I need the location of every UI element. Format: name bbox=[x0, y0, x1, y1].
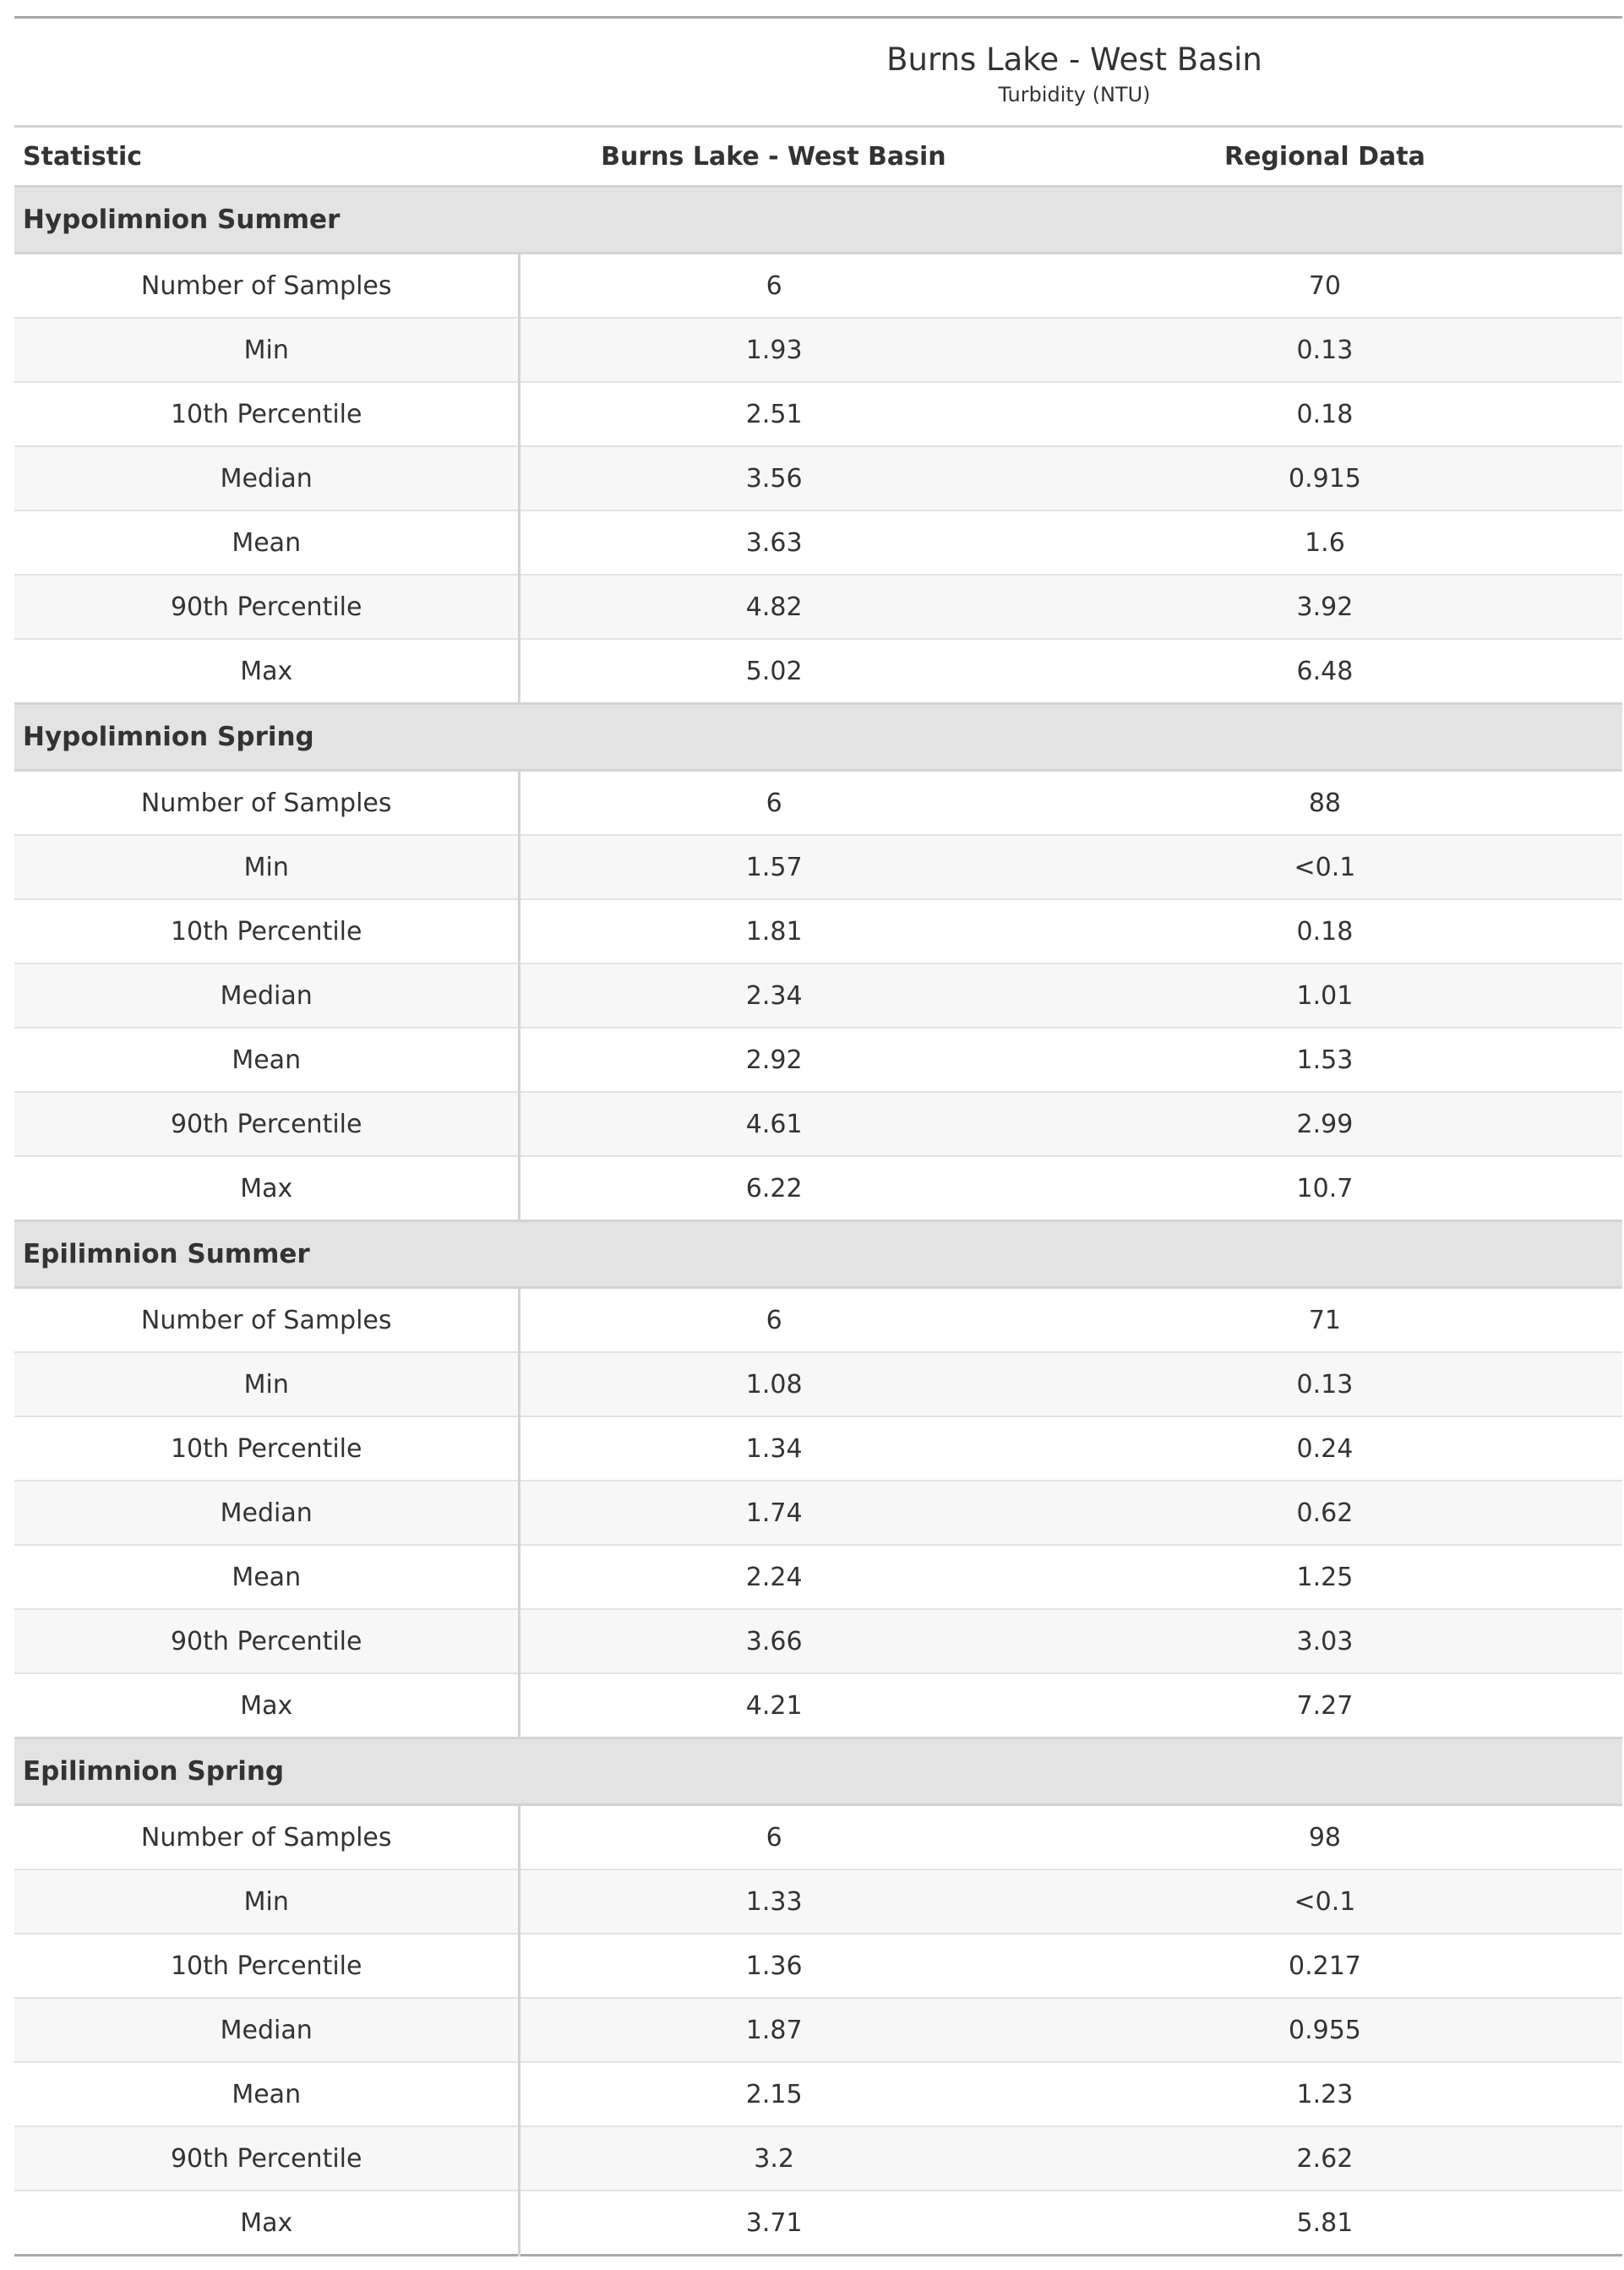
site-value-cell: 4.82 bbox=[520, 575, 1027, 639]
statistic-cell: 10th Percentile bbox=[14, 899, 520, 963]
site-value-cell: 1.33 bbox=[520, 1869, 1027, 1934]
site-value-cell: 6 bbox=[520, 254, 1027, 319]
statistic-cell: Max bbox=[14, 1156, 520, 1221]
statistic-cell: 10th Percentile bbox=[14, 1416, 520, 1481]
column-header-statistic: Statistic bbox=[14, 127, 520, 187]
statistic-cell: 90th Percentile bbox=[14, 575, 520, 639]
statistic-cell: Max bbox=[14, 2191, 520, 2256]
table-row bbox=[14, 254, 1622, 319]
site-value-cell: 6 bbox=[520, 1288, 1027, 1353]
regional-value-cell: 0.24 bbox=[1027, 1416, 1622, 1481]
table-body bbox=[14, 187, 1622, 2256]
column-header-row bbox=[14, 127, 1622, 187]
table-title-row bbox=[14, 18, 1622, 84]
group-label: Epilimnion Spring bbox=[14, 1738, 1622, 1805]
site-value-cell: 3.66 bbox=[520, 1609, 1027, 1673]
group-label: Epilimnion Summer bbox=[14, 1221, 1622, 1288]
summary-statistics-table bbox=[14, 16, 1622, 2256]
table-row bbox=[14, 1416, 1622, 1481]
table-title: Burns Lake - West Basin bbox=[886, 41, 1262, 78]
group-label: Hypolimnion Summer bbox=[14, 187, 1622, 254]
group-header-row bbox=[14, 1221, 1622, 1288]
group-header-row bbox=[14, 187, 1622, 254]
regional-value-cell: 7.27 bbox=[1027, 1673, 1622, 1738]
site-value-cell: 4.21 bbox=[520, 1673, 1027, 1738]
regional-value-cell: 1.23 bbox=[1027, 2062, 1622, 2126]
site-value-cell: 2.24 bbox=[520, 1545, 1027, 1609]
statistic-cell: 90th Percentile bbox=[14, 2126, 520, 2191]
site-value-cell: 4.61 bbox=[520, 1092, 1027, 1156]
table-row bbox=[14, 2126, 1622, 2191]
table-row bbox=[14, 835, 1622, 899]
regional-value-cell: 3.92 bbox=[1027, 575, 1622, 639]
site-value-cell: 1.74 bbox=[520, 1481, 1027, 1545]
site-value-cell: 1.08 bbox=[520, 1352, 1027, 1416]
regional-value-cell: 0.18 bbox=[1027, 899, 1622, 963]
site-value-cell: 1.57 bbox=[520, 835, 1027, 899]
regional-value-cell: 1.01 bbox=[1027, 963, 1622, 1028]
statistic-cell: 10th Percentile bbox=[14, 1934, 520, 1998]
table-row bbox=[14, 1998, 1622, 2062]
regional-value-cell: 0.62 bbox=[1027, 1481, 1622, 1545]
table-row bbox=[14, 575, 1622, 639]
statistic-cell: Min bbox=[14, 835, 520, 899]
site-value-cell: 3.71 bbox=[745, 2207, 803, 2238]
statistic-cell: Number of Samples bbox=[14, 1805, 520, 1870]
regional-value-cell: 70 bbox=[1027, 254, 1622, 319]
table-row bbox=[14, 1092, 1622, 1156]
statistic-cell: Number of Samples bbox=[14, 1288, 520, 1353]
table-row bbox=[14, 446, 1622, 510]
site-value-cell: 6.22 bbox=[520, 1156, 1027, 1221]
statistic-cell: Mean bbox=[14, 1028, 520, 1092]
statistic-cell: Number of Samples bbox=[14, 771, 520, 836]
group-header-row bbox=[14, 1738, 1622, 1805]
table-row bbox=[14, 382, 1622, 446]
table-row bbox=[14, 1934, 1622, 1998]
statistic-cell: Median bbox=[14, 963, 520, 1028]
statistic-cell: Median bbox=[14, 446, 520, 510]
statistic-cell: Min bbox=[14, 1352, 520, 1416]
regional-value-cell: 1.6 bbox=[1027, 510, 1622, 575]
site-value-cell: 3.63 bbox=[520, 510, 1027, 575]
table-row bbox=[14, 771, 1622, 836]
regional-value-cell: <0.1 bbox=[1027, 1869, 1622, 1934]
statistic-cell: Max bbox=[14, 639, 520, 704]
regional-value-cell: <0.1 bbox=[1027, 835, 1622, 899]
table-row bbox=[14, 963, 1622, 1028]
site-value-cell: 2.15 bbox=[520, 2062, 1027, 2126]
table-row bbox=[14, 1869, 1622, 1934]
regional-value-cell: 0.955 bbox=[1027, 1998, 1622, 2062]
statistic-cell: Median bbox=[14, 1998, 520, 2062]
site-value-cell: 1.36 bbox=[520, 1934, 1027, 1998]
table-subtitle: Turbidity (NTU) bbox=[14, 83, 1622, 127]
table-row bbox=[14, 318, 1622, 382]
statistic-cell: 90th Percentile bbox=[14, 1092, 520, 1156]
regional-value-cell: 10.7 bbox=[1027, 1156, 1622, 1221]
regional-value-cell: 0.217 bbox=[1027, 1934, 1622, 1998]
site-value-cell: 1.87 bbox=[520, 1998, 1027, 2062]
table-row bbox=[14, 1609, 1622, 1673]
site-value-cell: 6 bbox=[520, 771, 1027, 836]
statistic-cell: Mean bbox=[14, 1545, 520, 1609]
table-row bbox=[14, 1805, 1622, 1870]
site-value-cell: 6 bbox=[520, 1805, 1027, 1870]
site-value-cell: 2.34 bbox=[520, 963, 1027, 1028]
regional-value-cell: 2.99 bbox=[1027, 1092, 1622, 1156]
group-label: Hypolimnion Spring bbox=[14, 704, 1622, 771]
table-row bbox=[14, 1156, 1622, 1221]
group-header-row bbox=[14, 704, 1622, 771]
regional-value-cell: 71 bbox=[1027, 1288, 1622, 1353]
statistic-cell: 10th Percentile bbox=[14, 382, 520, 446]
summary-table-container bbox=[14, 16, 1622, 2256]
regional-value-cell: 5.81 bbox=[1296, 2207, 1354, 2238]
table-row bbox=[14, 639, 1622, 704]
statistic-cell: Median bbox=[14, 1481, 520, 1545]
statistic-cell: Min bbox=[14, 318, 520, 382]
site-value-cell: 2.92 bbox=[520, 1028, 1027, 1092]
regional-value-cell: 1.25 bbox=[1027, 1545, 1622, 1609]
table-row bbox=[14, 1028, 1622, 1092]
table-row bbox=[14, 510, 1622, 575]
site-value-cell: 3.2 bbox=[520, 2126, 1027, 2191]
table-row bbox=[14, 1352, 1622, 1416]
site-value-cell: 5.02 bbox=[520, 639, 1027, 704]
statistic-cell: 90th Percentile bbox=[14, 1609, 520, 1673]
statistic-cell: Mean bbox=[14, 510, 520, 575]
site-value-cell: 1.34 bbox=[520, 1416, 1027, 1481]
site-value-cell: 3.56 bbox=[520, 446, 1027, 510]
statistic-cell: Max bbox=[14, 1673, 520, 1738]
site-value-cell: 1.93 bbox=[520, 318, 1027, 382]
table-row bbox=[14, 1288, 1622, 1353]
table-row bbox=[14, 2062, 1622, 2126]
site-value-cell: 1.81 bbox=[520, 899, 1027, 963]
column-header-regional: Regional Data bbox=[1027, 127, 1622, 187]
site-value-cell: 2.51 bbox=[520, 382, 1027, 446]
regional-value-cell: 0.18 bbox=[1027, 382, 1622, 446]
table-row bbox=[14, 899, 1622, 963]
regional-value-cell: 0.915 bbox=[1027, 446, 1622, 510]
statistic-cell: Number of Samples bbox=[14, 254, 520, 319]
statistic-cell: Min bbox=[14, 1869, 520, 1934]
regional-value-cell: 88 bbox=[1027, 771, 1622, 836]
regional-value-cell: 0.13 bbox=[1027, 1352, 1622, 1416]
table-row bbox=[14, 1481, 1622, 1545]
table-row bbox=[14, 2191, 1622, 2256]
regional-value-cell: 0.13 bbox=[1027, 318, 1622, 382]
regional-value-cell: 6.48 bbox=[1027, 639, 1622, 704]
table-subtitle-row bbox=[14, 83, 1622, 127]
regional-value-cell: 2.62 bbox=[1027, 2126, 1622, 2191]
statistic-cell: Mean bbox=[14, 2062, 520, 2126]
regional-value-cell: 3.03 bbox=[1027, 1609, 1622, 1673]
regional-value-cell: 98 bbox=[1027, 1805, 1622, 1870]
table-row bbox=[14, 1545, 1622, 1609]
table-row bbox=[14, 1673, 1622, 1738]
regional-value-cell: 1.53 bbox=[1027, 1028, 1622, 1092]
column-header-site: Burns Lake - West Basin bbox=[520, 127, 1027, 187]
